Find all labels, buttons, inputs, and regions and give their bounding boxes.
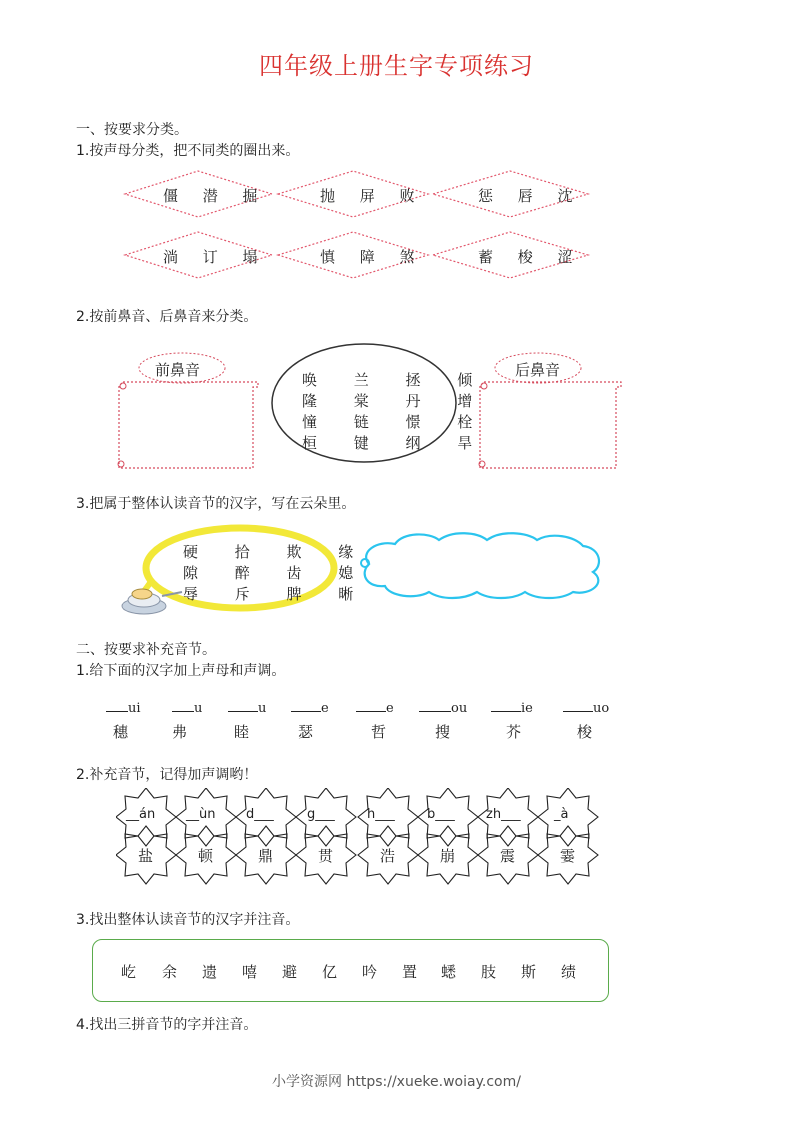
cloud-shape: [355, 530, 610, 602]
pinyin-item: u: [228, 701, 266, 716]
footer-watermark: 小学资源网 https://xueke.woiay.com/: [272, 1074, 521, 1090]
blank-line[interactable]: [563, 711, 593, 712]
nasal-row: 憧 链 憬 栓: [302, 413, 489, 431]
s2-q4-label: 4.找出三拼音节的字并注音。: [76, 1017, 258, 1033]
section1-heading: 一、按要求分类。: [76, 122, 188, 138]
nasal-row: 隆 棠 丹 增: [302, 392, 489, 410]
front-nasal-label: 前鼻音: [155, 361, 201, 379]
syllable-char: 遗: [202, 963, 218, 981]
blank-line[interactable]: [106, 711, 128, 712]
s2-q2-label: 2.补充音节，记得加声调哟！: [76, 767, 258, 783]
syllable-char: 肢: [481, 963, 497, 981]
blank-line[interactable]: [172, 711, 194, 712]
blank-line[interactable]: [356, 711, 386, 712]
star-char: 浩: [380, 847, 396, 865]
hanzi: 哲: [371, 723, 387, 741]
star-pinyin: _à: [554, 807, 569, 822]
blank-line[interactable]: [419, 711, 451, 712]
group-text: 淌 订 塌: [163, 248, 268, 266]
pinyin-item: ie: [491, 701, 533, 716]
q1-label: 1.按声母分类，把不同类的圈出来。: [76, 143, 300, 159]
blank-line[interactable]: [228, 711, 258, 712]
syllable-char: 嘻: [242, 963, 258, 981]
star-char: 崩: [440, 847, 456, 865]
q2-label: 2.按前鼻音、后鼻音来分类。: [76, 309, 258, 325]
s2-q1-label: 1.给下面的汉字加上声母和声调。: [76, 663, 286, 679]
pinyin-item: u: [172, 701, 202, 716]
bubble-row: 硬 拾 欺 缘: [183, 543, 370, 561]
syllable-char: 余: [162, 963, 178, 981]
pinyin-item: ui: [106, 701, 141, 716]
nasal-row: 桓 键 纲 旱: [302, 434, 489, 452]
pinyin-item: ou: [419, 701, 467, 716]
hanzi: 睦: [234, 723, 250, 741]
star-char: 鼎: [258, 847, 274, 865]
syllable-char: 绩: [561, 963, 577, 981]
diamond-group: [120, 166, 600, 286]
star-pinyin: b___: [427, 807, 455, 822]
star-char: 震: [500, 847, 516, 865]
syllable-char: 避: [282, 963, 298, 981]
group-text: 慎 障 煞: [320, 248, 425, 266]
star-pinyin: g___: [307, 807, 335, 822]
blank-line[interactable]: [491, 711, 521, 712]
star-pinyin: __án: [126, 807, 156, 822]
hanzi: 搜: [435, 723, 451, 741]
star-pinyin: __ùn: [186, 807, 216, 822]
group-text: 僵 潜 掘: [163, 187, 268, 205]
pinyin-item: uo: [563, 701, 609, 716]
back-nasal-label: 后鼻音: [515, 361, 561, 379]
star-pinyin: h___: [367, 807, 395, 822]
star-char: 贯: [318, 847, 334, 865]
section2-heading: 二、按要求补充音节。: [76, 642, 216, 658]
bubble-row: 隙 醉 齿 媳: [183, 564, 370, 582]
syllable-char: 斯: [521, 963, 537, 981]
pinyin-item: e: [291, 701, 329, 716]
syllable-char: 亿: [322, 963, 338, 981]
bubble-row: 辱 斥 脾 晰: [183, 585, 370, 603]
page-title: 四年级上册生字专项练习: [259, 52, 534, 80]
pinyin-item: e: [356, 701, 394, 716]
bubble-chars: [183, 542, 369, 605]
group-text: 抛 屏 败: [320, 187, 425, 205]
star-pinyin: d___: [246, 807, 274, 822]
hanzi: 梭: [577, 723, 593, 741]
hanzi: 芥: [506, 723, 522, 741]
syllable-char: 吟: [362, 963, 378, 981]
syllable-char: 屹: [121, 963, 137, 981]
star-char: 顿: [198, 847, 214, 865]
hanzi: 瑟: [298, 723, 314, 741]
nasal-row: 唤 兰 拯 倾: [302, 371, 489, 389]
nasal-chars: [302, 370, 488, 454]
syllable-char: 蟋: [441, 963, 457, 981]
q3-label: 3.把属于整体认读音节的汉字，写在云朵里。: [76, 496, 356, 512]
syllable-char: 置: [402, 963, 418, 981]
blank-line[interactable]: [291, 711, 321, 712]
s2-q3-label: 3.找出整体认读音节的汉字并注音。: [76, 912, 300, 928]
star-char: 盐: [138, 847, 154, 865]
group-text: 惩 唇 沈: [478, 187, 583, 205]
star-row: [116, 788, 600, 886]
star-pinyin: zh___: [486, 807, 521, 822]
hanzi: 穗: [113, 723, 129, 741]
hanzi: 弗: [172, 723, 188, 741]
group-text: 蓄 梭 涩: [478, 248, 583, 266]
star-char: 霎: [560, 847, 576, 865]
